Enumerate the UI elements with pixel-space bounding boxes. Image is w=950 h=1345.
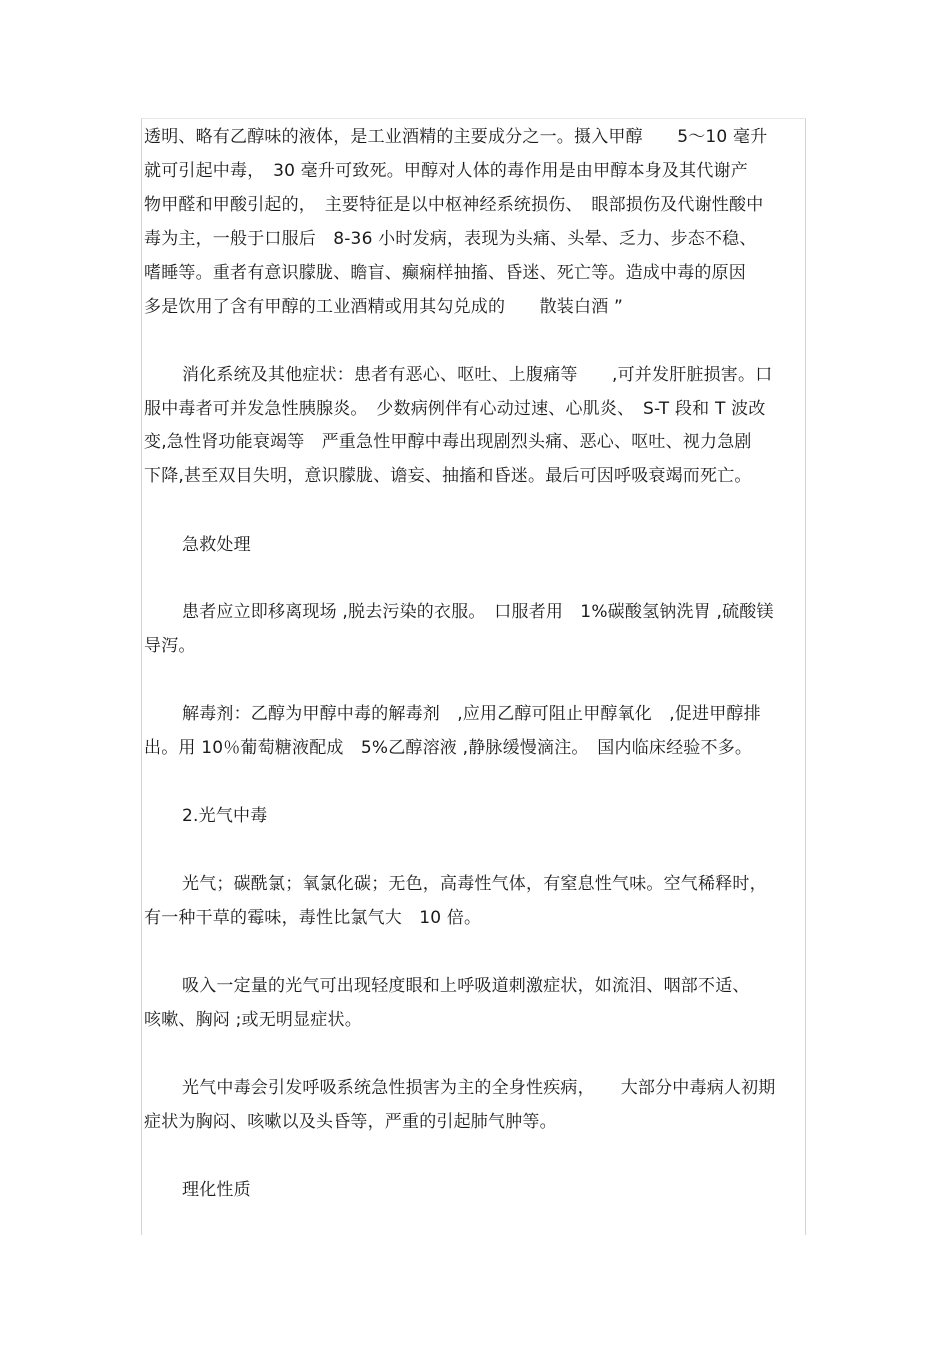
text-line: 就可引起中毒， 30 毫升可致死。甲醇对人体的毒作用是由甲醇本身及其代谢产 bbox=[144, 161, 748, 181]
text-line: 解毒剂：乙醇为甲醇中毒的解毒剂 ,应用乙醇可阻止甲醇氧化 ,促进甲醇排 bbox=[182, 704, 761, 724]
text-line: 光气；碳酰氯；氧氯化碳；无色，高毒性气体，有窒息性气味。空气稀释时， bbox=[182, 874, 767, 894]
text-line: 毒为主，一般于口服后 8-36 小时发病，表现为头痛、头晕、乏力、步态不稳、 bbox=[144, 229, 757, 249]
page-frame bbox=[141, 118, 806, 1235]
text-line: 光气中毒会引发呼吸系统急性损害为主的全身性疾病， 大部分中毒病人初期 bbox=[182, 1078, 776, 1098]
text-line: 吸入一定量的光气可出现轻度眼和上呼吸道刺激症状，如流泪、咽部不适、 bbox=[182, 976, 750, 996]
text-line: 咳嗽、胸闷 ;或无明显症状。 bbox=[144, 1010, 362, 1030]
text-line: 消化系统及其他症状：患者有恶心、呕吐、上腹痛等 ,可并发肝脏损害。口 bbox=[182, 365, 773, 385]
section-heading-physicochemical: 理化性质 bbox=[182, 1180, 251, 1200]
section-heading-first-aid: 急救处理 bbox=[182, 535, 251, 555]
text-line: 出。用 10％葡萄糖液配成 5%乙醇溶液 ,静脉缓慢滴注。 国内临床经验不多。 bbox=[144, 738, 753, 758]
text-line: 下降,甚至双目失明，意识朦胧、谵妄、抽搐和昏迷。最后可因呼吸衰竭而死亡。 bbox=[144, 466, 752, 486]
section-heading-phosgene: 2.光气中毒 bbox=[182, 806, 268, 826]
text-line: 有一种干草的霉味，毒性比氯气大 10 倍。 bbox=[144, 908, 482, 928]
text-line: 多是饮用了含有甲醇的工业酒精或用其勾兑成的 散装白酒 ” bbox=[144, 297, 624, 317]
text-line: 物甲醛和甲酸引起的， 主要特征是以中枢神经系统损伤、 眼部损伤及代谢性酸中 bbox=[144, 195, 764, 215]
text-line: 变,急性肾功能衰竭等 严重急性甲醇中毒出现剧烈头痛、恶心、呕吐、视力急剧 bbox=[144, 432, 752, 452]
text-line: 患者应立即移离现场 ,脱去污染的衣服。 口服者用 1%碳酸氢钠洗胃 ,硫酸镁 bbox=[182, 602, 774, 622]
text-line: 服中毒者可并发急性胰腺炎。 少数病例伴有心动过速、心肌炎、 S-T 段和 T 波改 bbox=[144, 399, 766, 419]
text-line: 嗜睡等。重者有意识朦胧、瞻盲、癫痫样抽搐、昏迷、死亡等。造成中毒的原因 bbox=[144, 263, 746, 283]
text-line: 症状为胸闷、咳嗽以及头昏等，严重的引起肺气肿等。 bbox=[144, 1112, 557, 1132]
text-line: 透明、略有乙醇味的液体，是工业酒精的主要成分之一。摄入甲醇 5～10 毫升 bbox=[144, 127, 768, 147]
text-line: 导泻。 bbox=[144, 636, 196, 656]
